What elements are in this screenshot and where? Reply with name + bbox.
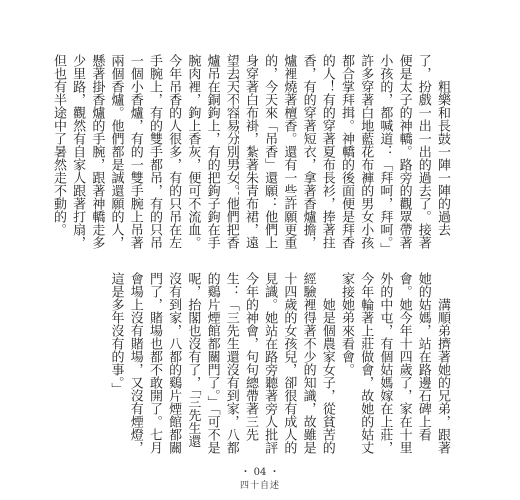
lower-text-block xyxy=(108,272,452,460)
upper-text-block xyxy=(50,54,452,250)
section-divider xyxy=(238,70,239,210)
page-number: ・ 04 ・ xyxy=(240,467,280,478)
paragraph-procession: 粗樂和長鼓一陣一陣的過去了，扮戲一出一出的過去了。接著便是太子的神轎。路旁的觀眾帶著小孩的，都喊道：「拜呵，拜呵。」許多穿著白地藍花布褲的男女小孩都合掌拜揖。神轎的後面便是拜香的人！有的穿著夏布長衫，捧著拄香，有的穿著短衣，拿著香爐擔，爐裡燒著檀香。還有一些許願更重的，今天來「吊香」還願：他們上身穿著白布褂，紮著朱青布裙，遠望去天不容易分別男女。他們把香爐吊在銅鉤上，有的把鉤子鉤在手腕肉裡，鉤上香灰，便可不流血。今年吊香的人很多，有的只吊在左手腕上，有的雙手都吊，有的只吊一個小香爐，有的一雙手腕上吊著兩個香爐。他們都是誠還願的人，懸著掛香爐的手腕，跟著神轎走多少里路，觀然有自家人跟著打扇，但也有半途中了暑然走不動的。 xyxy=(50,54,450,249)
running-title: 四十自述 xyxy=(239,481,280,491)
paragraph-village-talk: 她是個農家女子，從貧苦的經驗裡得著不少的知識，故雖是十四歲的女孩兒，卻很有成人的見識。她站在路旁聽著旁人批評今年的神會，句句總帶著三先生：「三先生還沒有到家，八都的鷄片煙館都關門了。」「可不是呢，抬閣也沒有了，「三先生還沒有到家，八都的鷄片煙館都關門了，賭場也都不敢開了。七月會場上沒有賭場，又沒有煙燈，這是多年沒有的事。」 xyxy=(108,272,335,454)
paragraph-shundi: 溝順弟擠著她的兄弟，跟著她的姑媽，站在路邊石碑上看會。她今年十四歲了，家在十里外的中屯，有個姑媽嫁在上莊，今年輪著上莊做會，故她的姑丈家接她弟來看會。 xyxy=(338,272,450,454)
